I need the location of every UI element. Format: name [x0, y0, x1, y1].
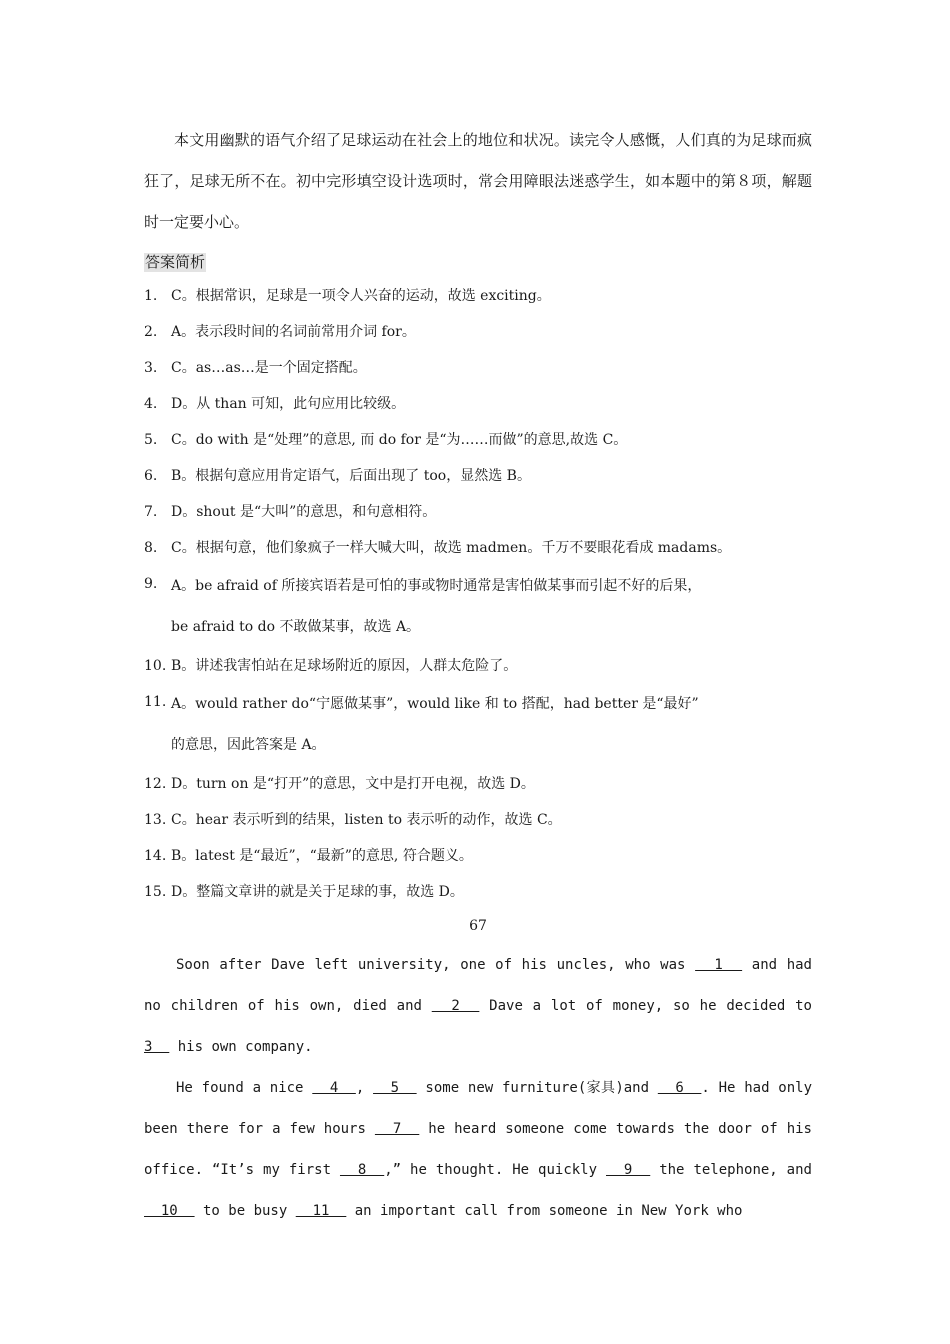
answer-number: 5. [144, 432, 158, 448]
intro-paragraph: 本文用幽默的语气介绍了足球运动在社会上的地位和状况。读完令人感慨，人们真的为足球而疯狂了，足球无所不在。初中完形填空设计选项时，常会用障眼法迷惑学生，如本题中的第８项，解题时一定要小心。 [144, 131, 812, 231]
passage-text: Dave a lot of money, so he decided to [479, 998, 812, 1014]
answer-explanation: A。be afraid of 所接宾语若是可怕的事或物时通常是害怕做某事而引起不好的后果， [171, 578, 702, 594]
answer-item [144, 314, 812, 350]
answer-text [171, 566, 812, 648]
answer-number: 3. [144, 360, 158, 376]
blank-8: 8 [339, 1162, 385, 1178]
answer-number: 2. [144, 324, 158, 340]
answer-text [171, 648, 812, 684]
answer-explanation: C。根据句意，他们象疯子一样大喊大叫，故选 madmen。千万不要眼花看成 madams。 [171, 540, 732, 556]
answer-item [144, 386, 812, 422]
answer-number: 6. [144, 468, 158, 484]
answer-item [144, 684, 812, 766]
answer-number: 8. [144, 540, 158, 556]
answer-text [171, 314, 812, 350]
answer-text [171, 530, 812, 566]
answer-text [171, 494, 812, 530]
answer-number: 4. [144, 396, 158, 412]
answer-text [171, 458, 812, 494]
answer-explanation-continued: 的意思，因此答案是 A。 [171, 737, 326, 753]
answer-explanation-continued: be afraid to do 不敢做某事，故选 A。 [171, 619, 421, 635]
answer-explanation: C。do with 是“处理”的意思, 而 do for 是“为……而做”的意思,故选 C。 [171, 432, 628, 448]
blank-4: 4 [312, 1080, 356, 1096]
answer-text [171, 802, 812, 838]
answer-explanation: A。would rather do“宁愿做某事”，would like 和 to 搭配，had better 是“最好” [171, 696, 699, 712]
answer-explanation: C。as…as…是一个固定搭配。 [171, 360, 367, 376]
passage-text: . He had only been there for a few hours [144, 1080, 813, 1137]
answer-explanation: C。根据常识，足球是一项令人兴奋的运动，故选 exciting。 [171, 288, 551, 304]
answer-number: 10. [144, 658, 167, 674]
passage-text: and had no children of his own, died and [144, 957, 812, 1014]
answer-item [144, 350, 812, 386]
passage-paragraph-1 [144, 945, 812, 1068]
answer-item [144, 278, 812, 314]
passage-text: He found a nice [176, 1080, 313, 1096]
blank-11: 11 [295, 1203, 347, 1219]
answer-text [171, 838, 812, 874]
page-content [144, 120, 812, 1232]
answer-item [144, 874, 812, 910]
passage-text: to be busy [194, 1203, 296, 1219]
answer-text [171, 874, 812, 910]
passage-text: he heard someone come towards the door of his office. “It’s my first [144, 1121, 812, 1178]
passage-text: an important call from someone in New York who [346, 1203, 743, 1219]
answer-number: 11. [144, 694, 167, 710]
passage-text: his own company. [169, 1039, 313, 1055]
answer-text [171, 766, 812, 802]
passage-text: the telephone, and [650, 1162, 812, 1178]
answer-explanation: A。表示段时间的名词前常用介词 for。 [171, 324, 416, 340]
answer-number: 15. [144, 884, 167, 900]
answer-explanation: B。latest 是“最近”，“最新”的意思, 符合题义。 [171, 848, 473, 864]
blank-9: 9 [606, 1162, 651, 1178]
answer-explanation: C。hear 表示听到的结果，listen to 表示听的动作，故选 C。 [171, 812, 562, 828]
answer-explanation: D。turn on 是“打开”的意思，文中是打开电视，故选 D。 [171, 776, 535, 792]
answer-text [171, 350, 812, 386]
answer-explanation: B。根据句意应用肯定语气，后面出现了 too，显然选 B。 [171, 468, 531, 484]
blank-10: 10 [144, 1203, 195, 1219]
answer-text [171, 684, 812, 766]
answers-list [144, 278, 812, 910]
answer-number: 9. [144, 576, 158, 592]
answer-item [144, 458, 812, 494]
answer-number: 1. [144, 288, 158, 304]
answer-explanation: B。讲述我害怕站在足球场附近的原因，人群太危险了。 [171, 658, 518, 674]
passage-paragraph-2 [144, 1068, 812, 1232]
blank-1: 1 [695, 957, 743, 973]
answer-item [144, 802, 812, 838]
answer-item [144, 494, 812, 530]
answer-explanation: D。从 than 可知，此句应用比较级。 [171, 396, 406, 412]
answer-explanation: D。整篇文章讲的就是关于足球的事，故选 D。 [171, 884, 464, 900]
answer-item [144, 838, 812, 874]
answer-number: 13. [144, 812, 167, 828]
answer-number: 12. [144, 776, 167, 792]
cloze-passage [144, 945, 812, 1232]
answer-item [144, 648, 812, 684]
page-number: 67 [469, 918, 487, 934]
answer-text [171, 278, 812, 314]
answer-number: 14. [144, 848, 167, 864]
blank-5: 5 [373, 1080, 417, 1096]
blank-2: 2 [431, 998, 480, 1014]
blank-3: 3 [144, 1039, 170, 1055]
answer-item [144, 766, 812, 802]
passage-text: Soon after Dave left university, one of his uncles, who was [176, 957, 696, 973]
answer-text [171, 386, 812, 422]
answer-item [144, 422, 812, 458]
passage-text: ,” he thought. He quickly [384, 1162, 606, 1178]
intro-paragraph-block [144, 120, 812, 243]
answer-text [171, 422, 812, 458]
blank-6: 6 [657, 1080, 702, 1096]
passage-text: , [355, 1080, 374, 1096]
answers-label: 答案简析 [145, 253, 206, 271]
answer-explanation: D。shout 是“大叫”的意思，和句意相符。 [171, 504, 437, 520]
passage-text: some new furniture(家具)and [416, 1080, 658, 1096]
answer-item [144, 530, 812, 566]
answer-item [144, 566, 812, 648]
blank-7: 7 [374, 1121, 420, 1137]
answer-number: 7. [144, 504, 158, 520]
